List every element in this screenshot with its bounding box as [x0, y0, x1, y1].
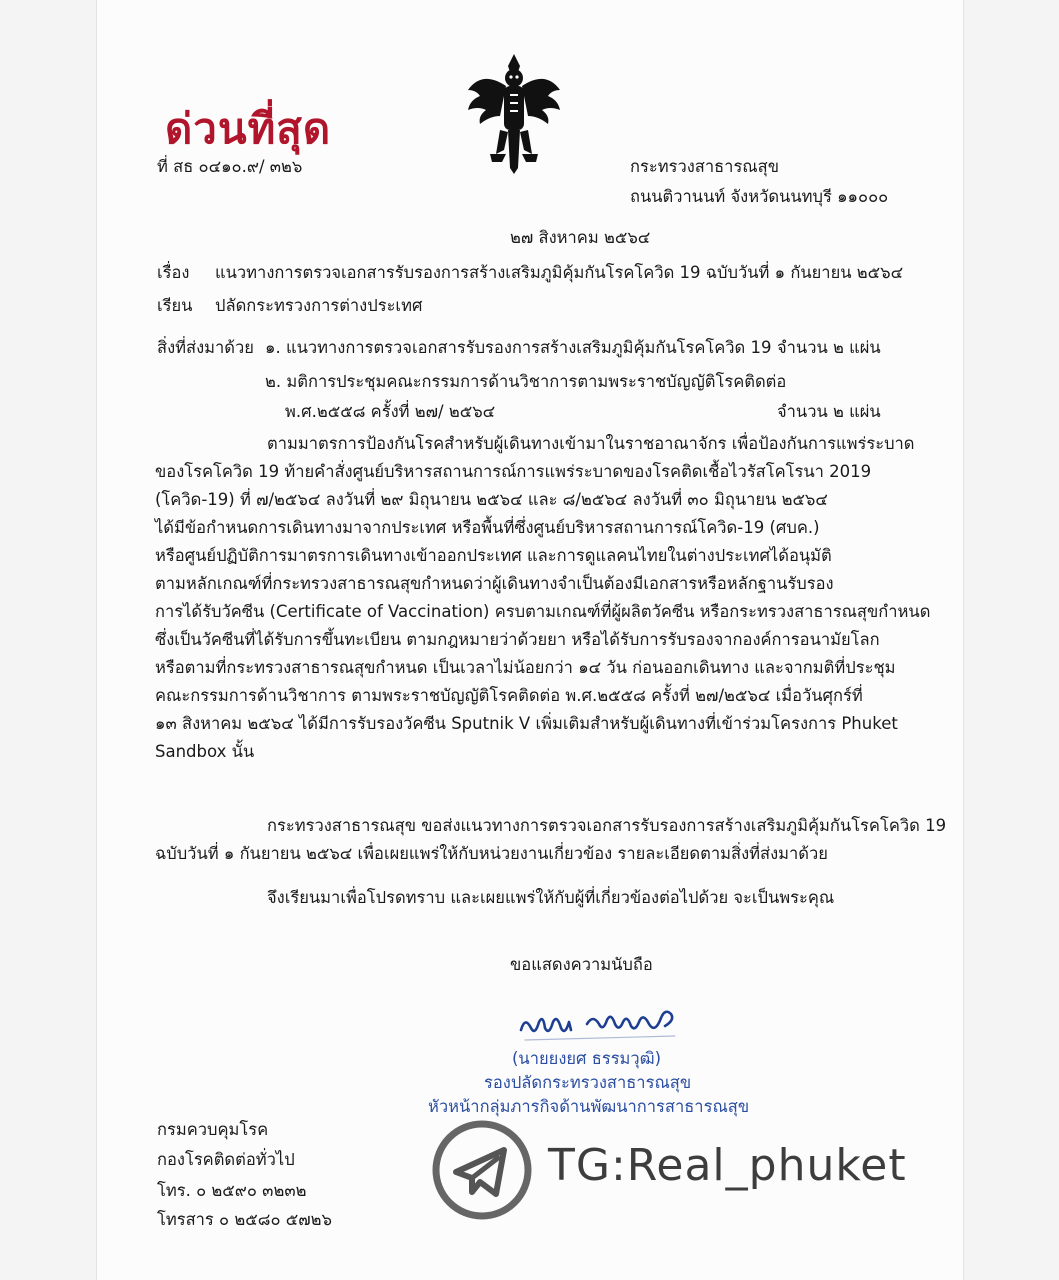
footer-phone: โทร. ๐ ๒๕๙๐ ๓๒๓๒ [157, 1181, 307, 1200]
enclosure-item-2: ๒. มติการประชุมคณะกรรมการด้านวิชาการตามพระราชบัญญัติโรคติดต่อ [265, 372, 787, 391]
paragraph-line: ของโรคโควิด 19 ท้ายคำสั่งศูนย์บริหารสถานการณ์การแพร่ระบาดของโรคติดเชื้อไวรัสโคโรนา 2019 [155, 462, 872, 481]
paragraph-line: กระทรวงสาธารณสุข ขอส่งแนวทางการตรวจเอกสารรับรองการสร้างเสริมภูมิคุ้มกันโรคโควิด 19 [267, 816, 947, 835]
signer-role: หัวหน้ากลุ่มภารกิจด้านพัฒนาการสาธารณสุข [428, 1097, 750, 1116]
paragraph-line: ตามมาตรการป้องกันโรคสำหรับผู้เดินทางเข้ามาในราชอาณาจักร เพื่อป้องกันการแพร่ระบาด [267, 434, 915, 453]
paragraph-line: ๑๓ สิงหาคม ๒๕๖๔ ได้มีการรับรองวัคซีน Sputnik V เพิ่มเติมสำหรับผู้เดินทางที่เข้าร่วมโครงการ Phuket [155, 714, 898, 733]
telegram-logo-icon [430, 1118, 534, 1222]
body-paragraph-3: จึงเรียนมาเพื่อโปรดทราบ และเผยแพร่ให้กับผู้ที่เกี่ยวข้องต่อไปด้วย จะเป็นพระคุณ [267, 888, 835, 907]
enclosures-label: สิ่งที่ส่งมาด้วย [157, 338, 254, 357]
enclosure-item-2-count: จำนวน ๒ แผ่น [777, 402, 881, 421]
urgent-stamp: ด่วนที่สุด [165, 104, 332, 153]
enclosure-item-1-count: จำนวน ๒ แผ่น [777, 338, 881, 357]
recipient-text: ปลัดกระทรวงการต่างประเทศ [215, 296, 423, 315]
document-number: ที่ สธ ๐๔๑๐.๙/ ๓๒๖ [157, 157, 303, 176]
org-address: ถนนติวานนท์ จังหวัดนนทบุรี ๑๑๐๐๐ [630, 187, 889, 206]
recipient-label: เรียน [157, 296, 193, 315]
paragraph-line: Sandbox นั้น [155, 742, 255, 761]
signer-name: (นายยงยศ ธรรมวุฒิ) [512, 1049, 662, 1068]
paragraph-line: ตามหลักเกณฑ์ที่กระทรวงสาธารณสุขกำหนดว่าผู้เดินทางจำเป็นต้องมีเอกสารหรือหลักฐานรับรอง [155, 574, 834, 593]
footer-department: กรมควบคุมโรค [157, 1120, 269, 1139]
paragraph-line: ได้มีข้อกำหนดการเดินทางมาจากประเทศ หรือพื้นที่ซึ่งศูนย์บริหารสถานการณ์โควิด-19 (ศบค.) [155, 518, 820, 537]
subject-label: เรื่อง [157, 263, 190, 282]
footer-fax: โทรสาร ๐ ๒๕๘๐ ๕๗๒๖ [157, 1210, 333, 1229]
paragraph-line: หรือตามที่กระทรวงสาธารณสุขกำหนด เป็นเวลาไม่น้อยกว่า ๑๔ วัน ก่อนออกเดินทาง และจากมติที่ประชุม [155, 658, 896, 677]
handwritten-signature [515, 1000, 685, 1046]
paragraph-line: การได้รับวัคซีน (Certificate of Vaccination) ครบตามเกณฑ์ที่ผู้ผลิตวัคซีน หรือกระทรวงสาธารณสุขกำหนด [155, 602, 931, 621]
letter-date: ๒๗ สิงหาคม ๒๕๖๔ [510, 228, 651, 247]
garuda-emblem-icon [462, 50, 566, 176]
paragraph-line: ซึ่งเป็นวัคซีนที่ได้รับการขึ้นทะเบียน ตามกฎหมายว่าด้วยยา หรือได้รับการรับรองจากองค์การอนามัยโลก [155, 630, 880, 649]
paragraph-line: หรือศูนย์ปฏิบัติการมาตรการเดินทางเข้าออกประเทศ และการดูแลคนไทยในต่างประเทศได้อนุมัติ [155, 546, 832, 565]
watermark-text: TG:Real_phuket [548, 1140, 907, 1191]
footer-division: กองโรคติดต่อทั่วไป [157, 1150, 295, 1169]
enclosure-item-1: ๑. แนวทางการตรวจเอกสารรับรองการสร้างเสริมภูมิคุ้มกันโรคโควิด 19 [265, 338, 772, 357]
body-paragraph-2 [155, 812, 947, 868]
enclosure-item-2-cont: พ.ศ.๒๕๕๘ ครั้งที่ ๒๗/ ๒๕๖๔ [285, 402, 496, 421]
org-name: กระทรวงสาธารณสุข [630, 157, 779, 176]
paragraph-line: ฉบับวันที่ ๑ กันยายน ๒๕๖๔ เพื่อเผยแพร่ให้กับหน่วยงานเกี่ยวข้อง รายละเอียดตามสิ่งที่ส่งมาด้วย [155, 844, 828, 863]
paragraph-line: (โควิด-19) ที่ ๗/๒๕๖๔ ลงวันที่ ๒๙ มิถุนายน ๒๕๖๔ และ ๘/๒๕๖๔ ลงวันที่ ๓๐ มิถุนายน ๒๕๖๔ [155, 490, 828, 509]
paragraph-line: คณะกรรมการด้านวิชาการ ตามพระราชบัญญัติโรคติดต่อ พ.ศ.๒๕๕๘ ครั้งที่ ๒๗/๒๕๖๔ เมื่อวันศุกร์ที่ [155, 686, 863, 705]
body-paragraph-1 [155, 430, 931, 766]
closing-salutation: ขอแสดงความนับถือ [510, 955, 653, 974]
signer-title: รองปลัดกระทรวงสาธารณสุข [484, 1073, 692, 1092]
subject-text: แนวทางการตรวจเอกสารรับรองการสร้างเสริมภูมิคุ้มกันโรคโควิด 19 ฉบับวันที่ ๑ กันยายน ๒๕๖๔ [215, 263, 904, 282]
